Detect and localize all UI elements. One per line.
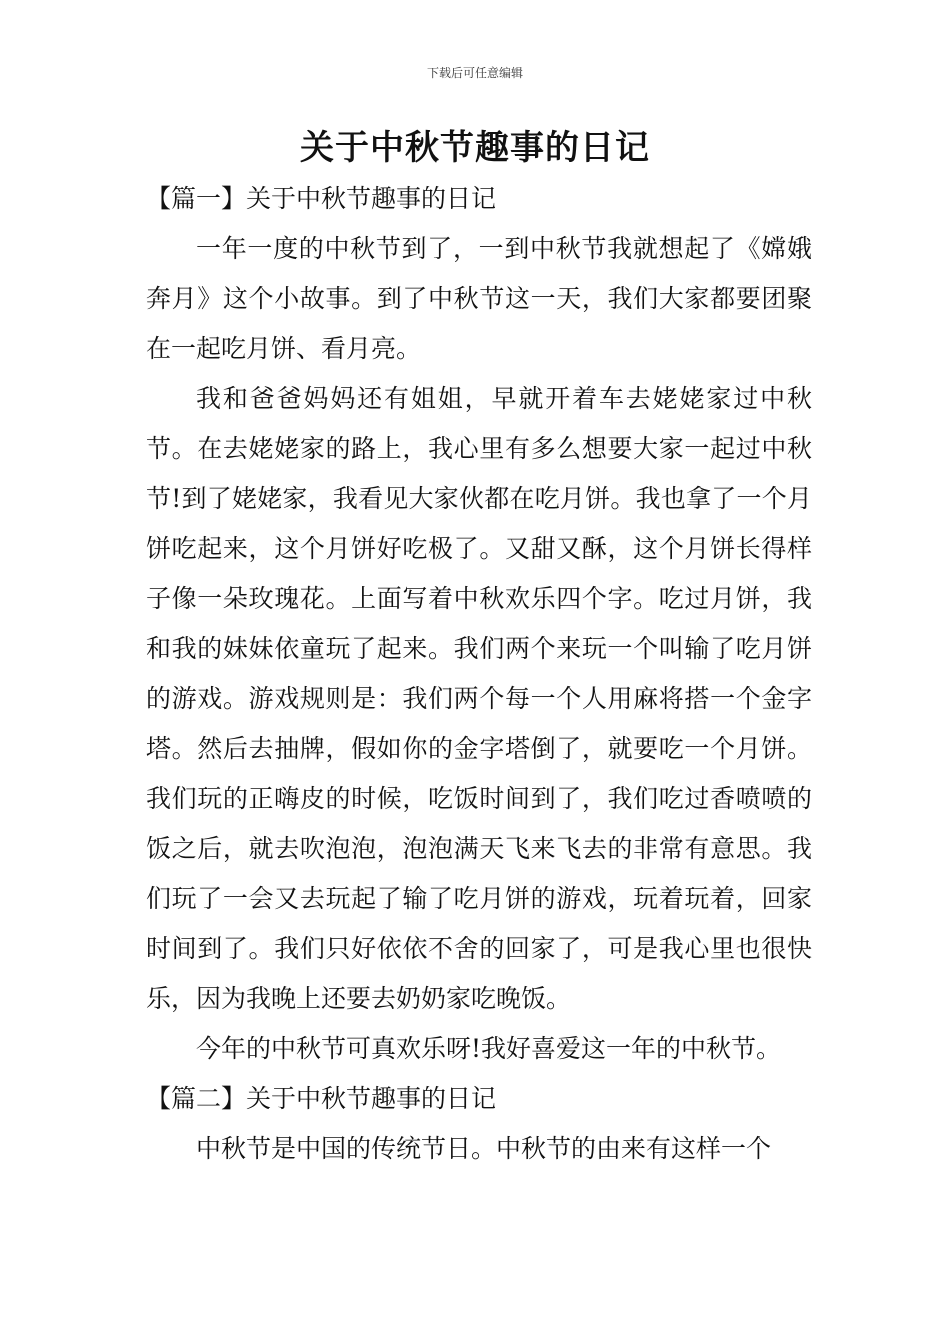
paragraph: 我和爸爸妈妈还有姐姐，早就开着车去姥姥家过中秋节。在去姥姥家的路上，我心里有多么想要大家一起过中秋节!到了姥姥家，我看见大家伙都在吃月饼。我也拿了一个月饼吃起来，这个月饼好吃极了。又甜又酥，这个月饼长得样子像一朵玫瑰花。上面写着中秋欢乐四个字。吃过月饼，我和我的妹妹依童玩了起来。我们两个来玩一个叫输了吃月饼的游戏。游戏规则是：我们两个每一个人用麻将搭一个金字塔。然后去抽牌，假如你的金字塔倒了，就要吃一个月饼。我们玩的正嗨皮的时候，吃饭时间到了，我们吃过香喷喷的饭之后，就去吹泡泡，泡泡满天飞来飞去的非常有意思。我们玩了一会又去玩起了输了吃月饼的游戏，玩着玩着，回家时间到了。我们只好依依不舍的回家了，可是我心里也很快乐，因为我晚上还要去奶奶家吃晚饭。 [146,384,812,1013]
section-heading: 【篇一】关于中秋节趣事的日记 [146,184,497,213]
section-heading: 【篇二】关于中秋节趣事的日记 [146,1084,497,1113]
document-title: 关于中秋节趣事的日记 [300,128,650,168]
paragraph: 今年的中秋节可真欢乐呀!我好喜爱这一年的中秋节。 [196,1034,782,1063]
header-note: 下载后可任意编辑 [426,66,523,80]
paragraph: 一年一度的中秋节到了，一到中秋节我就想起了《嫦娥奔月》这个小故事。到了中秋节这一天，我们大家都要团聚在一起吃月饼、看月亮。 [146,234,812,363]
document-body [146,174,812,1174]
paragraph: 中秋节是中国的传统节日。中秋节的由来有这样一个 [196,1134,772,1163]
